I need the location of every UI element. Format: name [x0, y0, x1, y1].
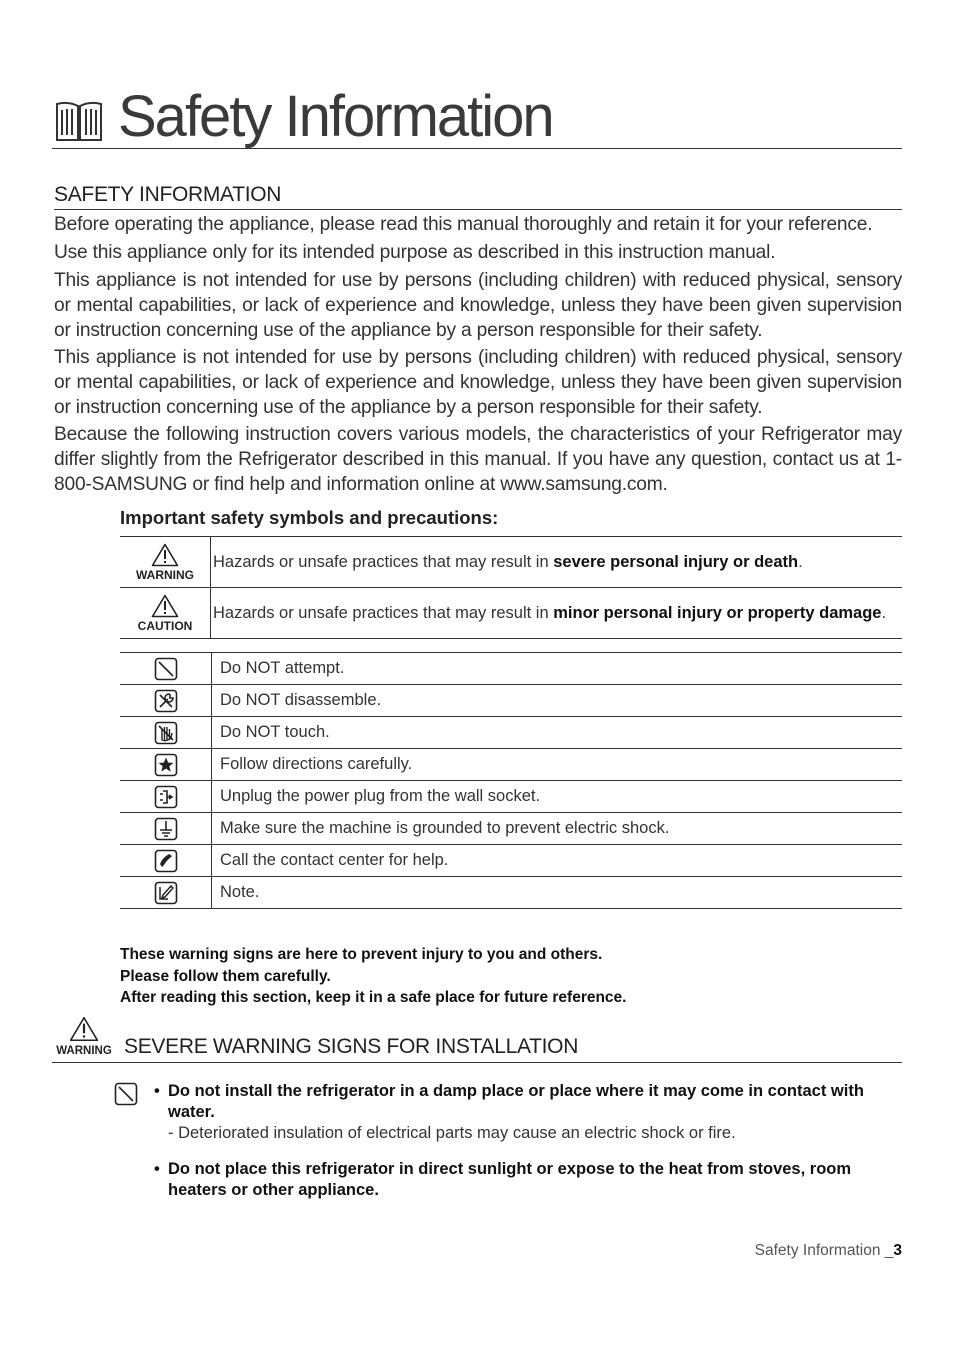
warning-badge: [52, 1016, 116, 1057]
bullet-dot: •: [154, 1082, 160, 1100]
bullet-subtext: - Deteriorated insulation of electrical parts may cause an electric shock or fire.: [168, 1124, 736, 1142]
follow-directions-icon: [154, 753, 178, 777]
symbol-row: [120, 813, 902, 845]
paragraph: Before operating the appliance, please read this manual thoroughly and retain it for your reference.: [54, 214, 873, 235]
paragraph: This appliance is not intended for use by persons (including children) with reduced physical, sensory or mental capabilities, or lack of experience and knowledge, unless they have been given supervision or instruction concerning use of the appliance by a person responsible for their safety.: [54, 347, 902, 418]
phone-icon: [154, 849, 178, 873]
list-item: [154, 1081, 902, 1144]
do-not-attempt-icon: [154, 657, 178, 681]
note-line: These warning signs are here to prevent injury to you and others.: [120, 946, 603, 963]
list-item: [154, 1159, 902, 1201]
note-icon: [154, 881, 178, 905]
warning-label: WARNING: [136, 567, 194, 582]
symbol-row: [120, 877, 902, 909]
symbol-row: [120, 845, 902, 877]
symbol-description: Do NOT disassemble.: [220, 691, 382, 709]
unplug-icon: [154, 785, 178, 809]
page-title: Safety Information: [118, 84, 553, 149]
page-number: 3: [893, 1242, 902, 1259]
paragraph: Use this appliance only for its intended purpose as described in this instruction manual.: [54, 242, 776, 263]
section-heading: SAFETY INFORMATION: [54, 181, 902, 210]
paragraph: This appliance is not intended for use by persons (including children) with reduced physical, sensory or mental capabilities, or lack of experience and knowledge, unless they have been given supervision or instruction concerning use of the appliance by a person responsible for their safety.: [54, 270, 902, 341]
symbol-table: [120, 652, 902, 909]
symbol-description: Do NOT attempt.: [220, 659, 345, 677]
hazard-symbol-cell: [120, 537, 211, 587]
warning-notes: [120, 944, 626, 1009]
symbol-row: [120, 749, 902, 781]
hazard-symbol-cell: [120, 588, 211, 638]
section-heading: SEVERE WARNING SIGNS FOR INSTALLATION: [124, 1035, 579, 1058]
hazard-row: [120, 537, 902, 588]
symbol-description: Follow directions carefully.: [220, 755, 413, 773]
warning-triangle-icon: [69, 1016, 99, 1042]
warning-label: WARNING: [56, 1045, 112, 1057]
symbol-row: [120, 781, 902, 813]
warning-triangle-icon: [151, 543, 179, 567]
symbol-row: [120, 653, 902, 685]
symbol-description: Unplug the power plug from the wall socket.: [220, 787, 541, 805]
note-line: Please follow them carefully.: [120, 967, 331, 985]
symbol-row: [120, 685, 902, 717]
symbol-description: Note.: [220, 883, 260, 901]
paragraph: Because the following instruction covers various models, the characteristics of your Refrigerator may differ slightly from the Refrigerator described in this manual. If you have any question, contact us at 1-800-SAMSUNG or find help and information online at www.samsung.com.: [54, 424, 902, 495]
hazard-description: Hazards or unsafe practices that may result in minor personal injury or property damage.: [213, 603, 887, 622]
hazard-row: [120, 588, 902, 639]
do-not-disassemble-icon: [154, 689, 178, 713]
do-not-touch-icon: [154, 721, 178, 745]
page-header: [52, 84, 902, 149]
caution-triangle-icon: [151, 594, 179, 618]
do-not-attempt-icon: [114, 1082, 138, 1106]
book-icon: [54, 100, 104, 142]
footer-text: Safety Information _: [754, 1242, 894, 1259]
symbol-description: Make sure the machine is grounded to prevent electric shock.: [220, 819, 670, 837]
bullet-text: Do not place this refrigerator in direct sunlight or expose to the heat from stoves, room heaters or other appliance.: [168, 1160, 852, 1199]
symbol-description: Do NOT touch.: [220, 723, 330, 741]
caution-label: CAUTION: [137, 618, 193, 633]
symbol-row: [120, 717, 902, 749]
hazard-table: [120, 536, 902, 639]
page-footer: [755, 1242, 902, 1260]
hazard-description: Hazards or unsafe practices that may result in severe personal injury or death.: [213, 552, 803, 571]
bullet-dot: •: [154, 1160, 160, 1178]
bullet-text: Do not install the refrigerator in a damp place or place where it may come in contact with water.: [168, 1082, 864, 1121]
ground-icon: [154, 817, 178, 841]
symbols-heading: Important safety symbols and precautions:: [120, 507, 499, 528]
section-heading-installation: [52, 1016, 902, 1063]
note-line: After reading this section, keep it in a safe place for future reference.: [120, 989, 627, 1006]
symbol-description: Call the contact center for help.: [220, 851, 449, 869]
